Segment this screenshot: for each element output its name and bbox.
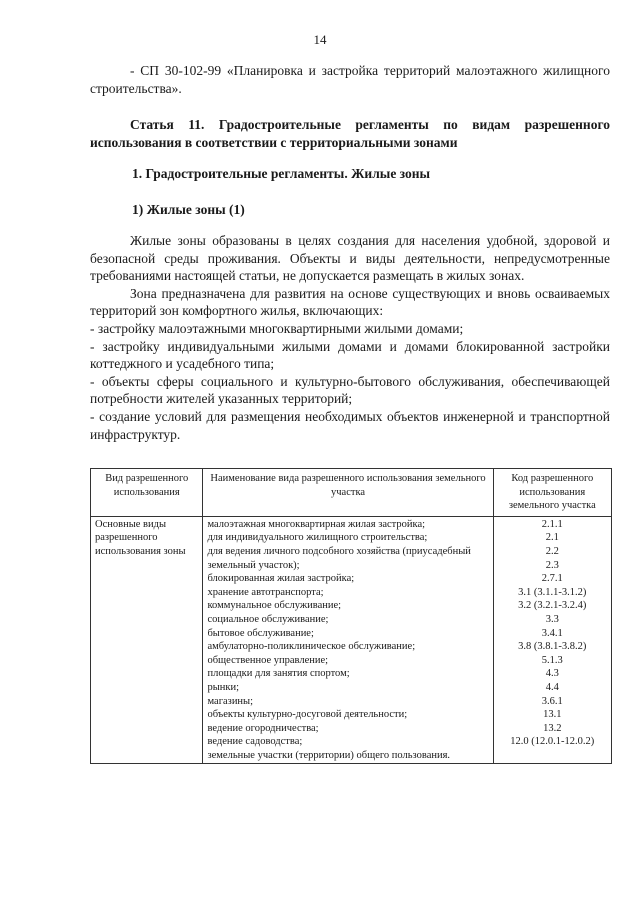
paragraph: Жилые зоны образованы в целях создания для населения удобной, здоровой и безопасной среды проживания. Объекты и виды деятельности, непредусмотренные требованиями настоящей статьи, не допускается размещать в жилых зонах. (90, 233, 610, 284)
use-name: хранение автотранспорта; (207, 586, 324, 598)
header-use-code: Код разрешенного использования земельного участка (493, 469, 611, 517)
use-code: 2.7.1 (541, 573, 563, 585)
header-use-name: Наименование вида разрешенного использования земельного участка (203, 469, 493, 517)
category-cell: Основные виды разрешенного использования зоны (91, 516, 203, 764)
use-code: 3.8 (3.8.1-3.8.2) (518, 641, 587, 653)
use-name: площадки для занятия спортом; (207, 668, 350, 680)
list-item: - застройку индивидуальными жилыми домами и домами блокированной застройки коттеджного и усадебного типа; (90, 338, 610, 372)
use-name: блокированная жилая застройка; (207, 573, 355, 585)
names-cell (203, 516, 493, 764)
table-header-row (91, 469, 612, 517)
use-name: объекты культурно-досуговой деятельности; (207, 709, 408, 721)
body-text (90, 232, 610, 443)
use-name: магазины; (207, 695, 254, 707)
use-name: бытовое обслуживание; (207, 627, 314, 639)
codes-cell (493, 516, 611, 764)
use-name: общественное управление; (207, 654, 329, 666)
regulations-table (90, 468, 612, 764)
paragraph: Зона предназначена для развития на основе существующих и вновь осваиваемых территорий зон комфортного жилья, включающих: (90, 285, 610, 319)
use-name: социальное обслуживание; (207, 613, 329, 625)
use-name: для индивидуального жилищного строительства; (207, 532, 428, 544)
reference-bullet: - СП 30-102-99 «Планировка и застройка территорий малоэтажного жилищного строительства». (90, 63, 610, 96)
use-code: 4.4 (545, 681, 559, 693)
use-code: 13.1 (543, 709, 562, 721)
use-code: 2.2 (545, 545, 559, 557)
use-code: 2.1 (545, 532, 559, 544)
use-name: амбулаторно-поликлиническое обслуживание; (207, 641, 416, 653)
subsection-heading: 1) Жилые зоны (1) (132, 202, 245, 217)
use-code: 2.1.1 (541, 518, 563, 530)
use-code: 3.3 (545, 613, 559, 625)
use-name: земельные участки (территории) общего пользования. (207, 749, 451, 761)
article-heading: Статья 11. Градостроительные регламенты по видам разрешенного использования в соответствии с территориальными зонами (90, 117, 610, 150)
use-code: 13.2 (543, 722, 562, 734)
list-item: - создание условий для размещения необходимых объектов инженерной и транспортной инфраструктур. (90, 408, 610, 442)
use-name: ведение садоводства; (207, 736, 303, 748)
use-name: для ведения личного подсобного хозяйства (приусадебный земельный участок); (207, 545, 471, 571)
list-item: - объекты сферы социального и культурно-бытового обслуживания, обеспечивающей потребности жителей указанных территорий; (90, 373, 610, 407)
use-name: коммунальное обслуживание; (207, 600, 342, 612)
use-name: рынки; (207, 681, 240, 693)
header-use-type: Вид разрешенного использования (91, 469, 203, 517)
use-code: 3.6.1 (541, 695, 563, 707)
use-code: 12.0 (12.0.1-12.0.2) (510, 736, 595, 748)
use-code: 3.2 (3.2.1-3.2.4) (518, 600, 587, 612)
table-row (91, 516, 612, 764)
page-number: 14 (313, 32, 327, 47)
use-code: 3.1 (3.1.1-3.1.2) (518, 586, 587, 598)
section-heading: 1. Градостроительные регламенты. Жилые зоны (132, 166, 431, 181)
use-name: ведение огородничества; (207, 722, 319, 734)
use-code: 4.3 (545, 668, 559, 680)
use-name: малоэтажная многоквартирная жилая застройка; (207, 518, 426, 530)
list-item: - застройку малоэтажными многоквартирными жилыми домами; (90, 320, 464, 336)
use-code: 5.1.3 (541, 654, 563, 666)
use-code: 3.4.1 (541, 627, 563, 639)
use-code: 2.3 (545, 559, 559, 571)
